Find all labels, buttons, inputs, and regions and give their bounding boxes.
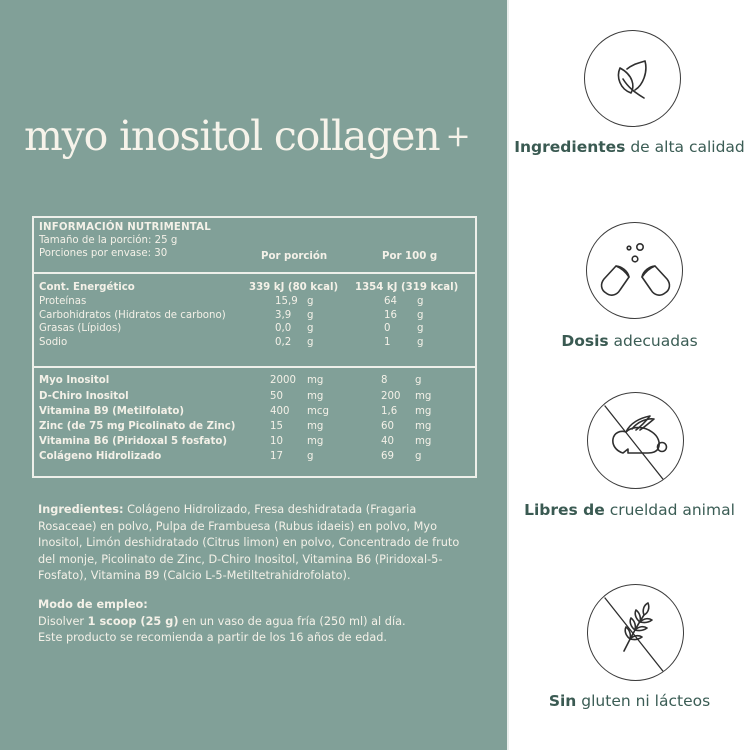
energy-row — [39, 282, 475, 296]
column-header-per-100g: Por 100 g — [382, 251, 438, 262]
active-per-serving: 10 — [270, 436, 283, 447]
usage-dose: 1 scoop (25 g) — [87, 614, 179, 628]
actives-section — [34, 369, 475, 476]
product-title-plus: + — [445, 119, 470, 154]
macro-unit: g — [307, 323, 314, 334]
energy-per-serving: 339 kJ (80 kcal) — [249, 282, 339, 293]
active-per-100g: 200 — [381, 391, 401, 402]
macro-unit: g — [417, 323, 424, 334]
ingredients-paragraph — [38, 502, 468, 585]
nutrition-header-section — [34, 218, 475, 274]
active-unit: mg — [307, 391, 324, 402]
feature-label-rest: de alta calidad — [625, 138, 745, 156]
usage-heading: Modo de empleo: — [38, 598, 148, 611]
capsule-icon — [586, 222, 683, 319]
active-per-100g: 8 — [381, 375, 388, 386]
usage-text: Disolver — [38, 614, 88, 628]
ingredients-label: Ingredientes: — [38, 503, 124, 516]
active-unit: mg — [415, 436, 432, 447]
active-name: Vitamina B6 (Piridoxal 5 fosfato) — [39, 436, 227, 447]
nutrition-facts-table — [32, 216, 477, 478]
macro-per-serving: 3,9 — [275, 310, 292, 321]
active-row — [39, 436, 475, 450]
feature-label-bold: Dosis — [561, 332, 609, 350]
nutrition-heading: INFORMACIÓN NUTRIMENTAL — [39, 222, 211, 233]
macro-name: Grasas (Lípidos) — [39, 323, 122, 334]
macro-per-100g: 16 — [384, 310, 397, 321]
no-rabbit-icon — [587, 392, 684, 489]
macro-per-serving: 0,2 — [275, 337, 292, 348]
active-per-serving: 2000 — [270, 375, 296, 386]
feature-label — [509, 498, 750, 523]
feature-label — [509, 329, 750, 354]
usage-line-1 — [38, 614, 478, 631]
macro-per-serving: 0,0 — [275, 323, 292, 334]
ingredients-text: Colágeno Hidrolizado, Fresa deshidratada (Fragaria Rosaceae) en polvo, Pulpa de Frambuesa (Rubus idaeis) en polvo, Myo Inositol, Limón deshidratado (Citrus limon) en polvo, Concentrado de fruto del monje, Picolinato de Zinc, D-Chiro Inositol, Vitamina B6 (Piridoxal-5-Fosfato), Vitamina B9 (Calcio L-5-Metiltetrahidrofolato). — [38, 503, 460, 583]
active-unit: mcg — [307, 406, 329, 417]
macro-name: Carbohidratos (Hidratos de carbono) — [39, 310, 226, 321]
product-title — [24, 112, 494, 160]
active-per-100g: 40 — [381, 436, 394, 447]
active-unit: g — [415, 375, 422, 386]
active-unit: g — [415, 451, 422, 462]
macro-unit: g — [307, 337, 314, 348]
usage-line-2: Este producto se recomienda a partir de los 16 años de edad. — [38, 631, 388, 645]
macro-per-100g: 0 — [384, 323, 391, 334]
features-panel — [509, 0, 750, 750]
macro-row — [39, 310, 475, 324]
active-per-100g: 60 — [381, 421, 394, 432]
active-name: D-Chiro Inositol — [39, 391, 129, 402]
feature-label-rest: gluten ni lácteos — [576, 692, 711, 710]
active-per-serving: 15 — [270, 421, 283, 432]
active-name: Vitamina B9 (Metilfolato) — [39, 406, 185, 417]
active-per-100g: 69 — [381, 451, 394, 462]
macro-unit: g — [307, 310, 314, 321]
active-name: Colágeno Hidrolizado — [39, 451, 162, 462]
leaf-icon — [584, 30, 681, 127]
feature-label — [509, 689, 750, 714]
active-unit: mg — [415, 391, 432, 402]
usage-text: en un vaso de agua fría (250 ml) al día. — [178, 614, 406, 628]
macro-row — [39, 337, 475, 351]
active-name: Zinc (de 75 mg Picolinato de Zinc) — [39, 421, 236, 432]
macro-row — [39, 323, 475, 337]
feature-label-bold: Libres de — [524, 501, 605, 519]
macro-unit: g — [307, 296, 314, 307]
active-row — [39, 375, 475, 389]
feature-label-rest: adecuadas — [608, 332, 698, 350]
active-per-serving: 17 — [270, 451, 283, 462]
active-unit: mg — [307, 421, 324, 432]
macro-name: Sodio — [39, 337, 68, 348]
active-name: Myo Inositol — [39, 375, 110, 386]
feature-label-bold: Sin — [548, 692, 577, 710]
active-row — [39, 406, 475, 420]
active-unit: mg — [307, 436, 324, 447]
active-unit: mg — [415, 406, 432, 417]
active-unit: mg — [415, 421, 432, 432]
feature-label-rest: crueldad animal — [604, 501, 735, 519]
feature-label-bold: Ingredientes — [514, 138, 626, 156]
column-header-per-serving: Por porción — [261, 251, 328, 262]
active-row — [39, 391, 475, 405]
active-row — [39, 421, 475, 435]
active-per-serving: 400 — [270, 406, 290, 417]
feature-label — [509, 135, 750, 160]
usage-instructions — [38, 597, 478, 647]
active-per-serving: 50 — [270, 391, 283, 402]
macro-per-100g: 1 — [384, 337, 391, 348]
energy-per-100g: 1354 kJ (319 kcal) — [355, 282, 459, 293]
macro-unit: g — [417, 310, 424, 321]
macro-unit: g — [417, 296, 424, 307]
active-unit: mg — [307, 375, 324, 386]
servings-per-container: Porciones por envase: 30 — [39, 248, 168, 259]
active-row — [39, 451, 475, 465]
macro-per-serving: 15,9 — [275, 296, 298, 307]
active-per-100g: 1,6 — [381, 406, 398, 417]
energy-name: Cont. Energético — [39, 282, 135, 293]
macro-unit: g — [417, 337, 424, 348]
macros-section — [34, 275, 475, 368]
active-unit: g — [307, 451, 314, 462]
macro-row — [39, 296, 475, 310]
product-title-text: myo inositol collagen — [24, 112, 440, 160]
macro-name: Proteínas — [39, 296, 87, 307]
serving-size: Tamaño de la porción: 25 g — [39, 235, 178, 246]
macro-per-100g: 64 — [384, 296, 397, 307]
no-wheat-icon — [587, 584, 684, 681]
